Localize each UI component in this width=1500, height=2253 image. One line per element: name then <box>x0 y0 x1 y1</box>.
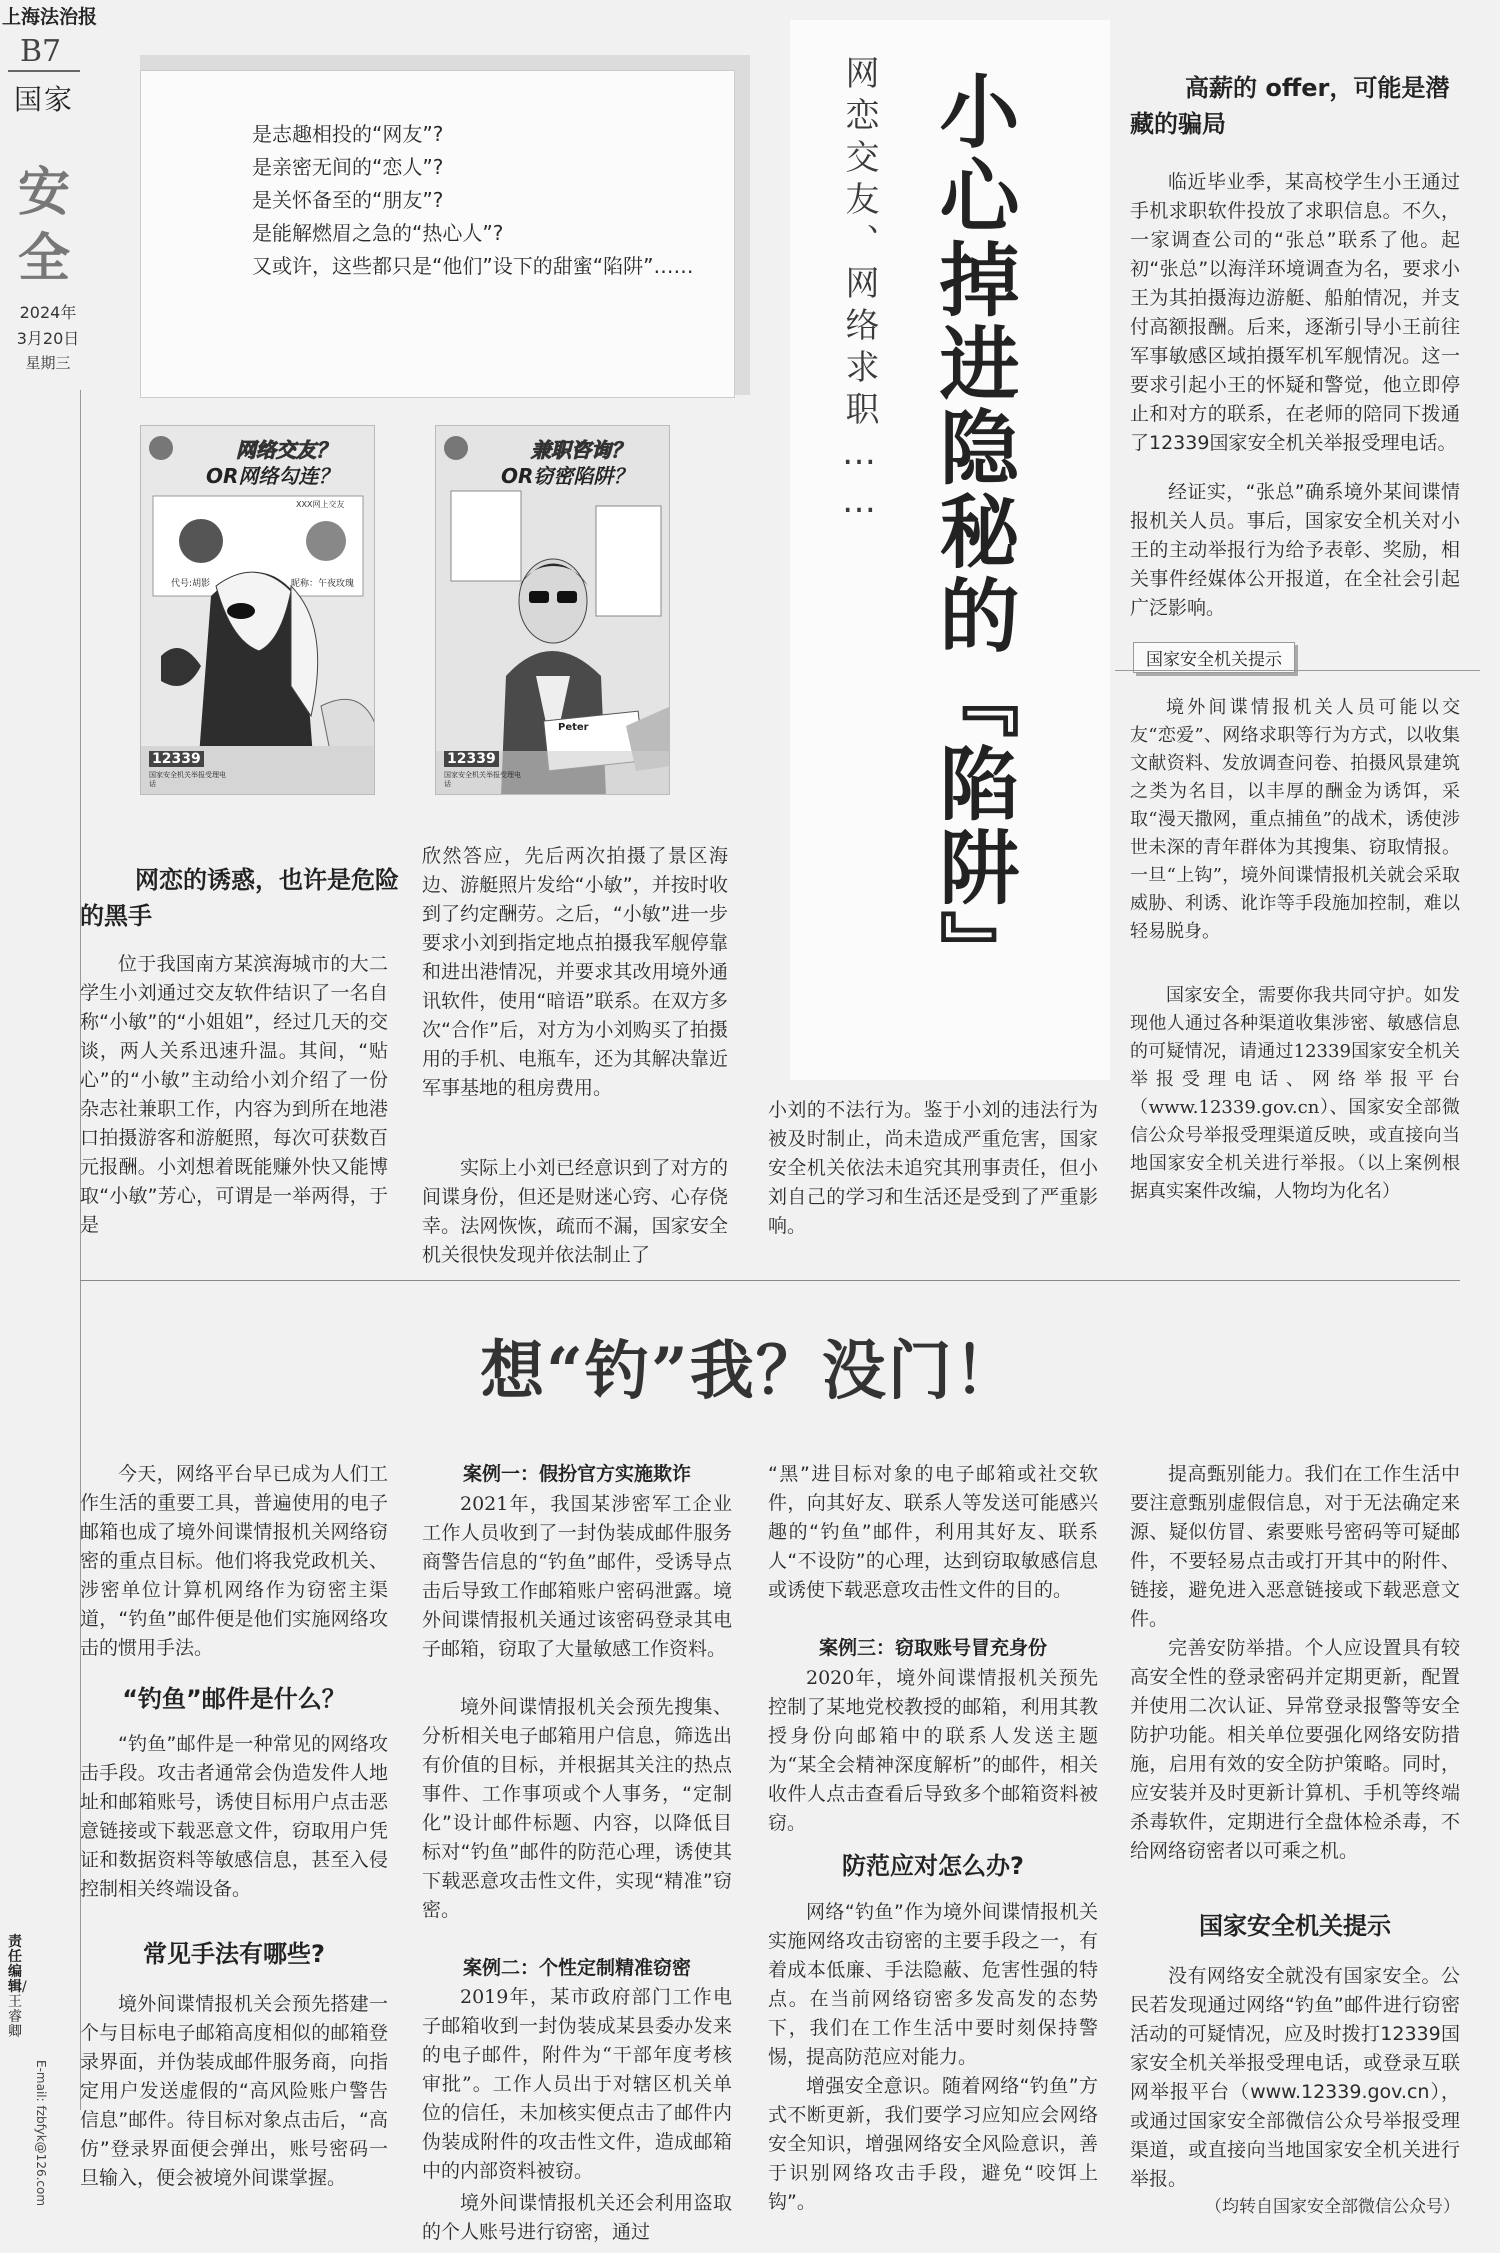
masthead <box>0 0 98 380</box>
issue-year: 2024年 <box>19 303 77 322</box>
intro-line-2: 是亲密无间的“恋人”? <box>252 155 444 179</box>
headline-main: 小心掉进隐秘的『陷阱』 <box>926 70 1020 994</box>
article2-c3-p3: 网络“钓鱼”作为境外间谍情报机关实施网络攻击窃密的主要手段之一，有着成本低廉、手法隐蔽、危害性强的特点。在当前网络窃密多发高发的态势下，我们在工作生活中要时刻保持警惕，提高防范应对能力。 <box>768 1901 1098 2068</box>
poster-1-hotline-text: 国家安全机关举报受理电话 <box>149 771 226 788</box>
article2-c4-p2: 完善安防举措。个人应设置具有较高安全性的登录密码并定期更新，配置并使用二次认证、异常登录报警等安全防护功能。相关单位要强化网络安防措施，启用有效的安全防护策略。同时，应安装并及时更新计算机、手机等终端杀毒软件，定期进行全盘体检杀毒，不给网络窃密者以可乘之机。 <box>1130 1637 1460 1862</box>
poster-1-name-2: 昵称：午夜玫瑰 <box>291 579 355 589</box>
editor-name: /王睿卿 <box>8 1979 27 2040</box>
tip1-p1: 境外间谍情报机关人员可能以交友“恋爱”、网络求职等行为方式，以收集文献资料、发放调查问卷、拍摄风景建筑之类为名目，以丰厚的酬金为诱饵，采取“漫天撒网，重点捕鱼”的战术，诱使涉世未深的青年群体为其搜集、窃取情报。一旦“上钩”，境外间谍情报机关就会采取威胁、利诱、讹诈等手段施加控制，难以轻易脱身。 <box>1130 697 1460 942</box>
story1-heading: 网恋的诱惑，也许是危险的黑手 <box>80 866 399 930</box>
section-name-1: 国家 <box>14 83 75 116</box>
article2-c3-p4: 增强安全意识。随着网络“钓鱼”方式不断更新，我们要学习应知应会网络安全知识，增强网络安全风险意识，善于识别网络攻击手段，避免“咬饵上钩”。 <box>768 2075 1098 2213</box>
story1-col3: 小刘的不法行为。鉴于小刘的违法行为被及时制止，尚未造成严重危害，国家安全机关依法未追究其刑事责任，但小刘自己的学习和生活还是受到了严重影响。 <box>768 1099 1098 1237</box>
story2-heading: 高薪的 offer，可能是潜藏的骗局 <box>1130 74 1450 138</box>
intro-line-5: 又或许，这些都只是“他们”设下的甜蜜“陷阱”…… <box>252 254 694 278</box>
poster-1-card-title: XXX网上交友 <box>296 500 345 509</box>
story1-col1: 位于我国南方某滨海城市的大二学生小刘通过交友软件结识了一名自称“小敏”的“小姐姐”，经过几天的交谈，两人关系迅速升温。其间，“贴心”的“小敏”主动给小刘介绍了一份杂志社兼职工作，内容为到所在地港口拍摄游客和游艇照，每次可获数百元报酬。小刘想着既能赚外快又能博取“小敏”芳心，可谓是一举两得，于是 <box>80 953 388 1236</box>
intro-line-3: 是关怀备至的“朋友”? <box>252 188 444 212</box>
article2-c1-heading-1: “钓鱼”邮件是什么？ <box>122 1685 346 1713</box>
article2-case-3: 案例三：窃取账号冒充身份 <box>818 1637 1047 1659</box>
story1-col2b: 实际上小刘已经意识到了对方的间谍身份，但还是财迷心窍、心存侥幸。法网恢恢，疏而不漏，国家安全机关很快发现并依法制止了 <box>422 1157 728 1266</box>
article2-c4-p1: 提高甄别能力。我们在工作生活中要注意甄别虚假信息，对于无法确定来源、疑似仿冒、索要账号密码等可疑邮件，不要轻易点击或打开其中的附件、链接，避免进入恶意链接或下载恶意文件。 <box>1130 1463 1460 1630</box>
tip1-p2: 国家安全，需要你我共同守护。如发现他人通过各种渠道收集涉密、敏感信息的可疑情况，请通过12339国家安全机关举报受理电话、网络举报平台（www.12339.gov.cn）、国家安全部微信公众号举报受理渠道反映，或直接向当地国家安全机关进行举报。（以上案例根据真实案件改编，人物均为化名） <box>1130 985 1460 1202</box>
article2-c2-p3: 2019年，某市政府部门工作电子邮箱收到一封伪装成某县委办发来的电子邮件，附件为“干部年度考核审批”。工作人员出于对辖区机关单位的信任，未加核实便点击了邮件内伪装成附件的攻击性文件，造成邮箱中的内部资料被窃。 <box>422 1986 732 2182</box>
headline-2: 想“钓”我？没门！ <box>480 1334 1020 1409</box>
article2-c2-p4: 境外间谍情报机关还会利用盗取的个人账号进行窃密，通过 <box>422 2192 732 2243</box>
poster-2-title-2: OR窃密陷阱？ <box>501 464 634 488</box>
editor-label: 责任编辑 <box>8 1934 22 1995</box>
page-number: B7 <box>20 34 62 69</box>
section-name-2: 安全 <box>17 162 70 289</box>
article2-c1-p2: “钓鱼”邮件是一种常见的网络攻击手段。攻击者通常会伪造发件人地址和邮箱账号，诱使目标用户点击恶意链接或下载恶意文件，窃取用户凭证和数据资料等敏感信息，甚至入侵控制相关终端设备。 <box>80 1733 388 1900</box>
poster-1-name-1: 代号:胡影 <box>171 579 211 589</box>
tip1-label: 国家安全机关提示 <box>1133 642 1295 673</box>
issue-weekday: 星期三 <box>25 354 71 372</box>
article2-c3-p1: “黑”进目标对象的电子邮箱或社交软件，向其好友、联系人等发送可能感兴趣的“钓鱼”邮件，利用其好友、联系人“不设防”的心理，达到窃取敏感信息或诱使下载恶意攻击性文件的目的。 <box>768 1463 1098 1601</box>
section-divider <box>80 1280 1460 1281</box>
intro-line-4: 是能解燃眉之急的“热心人”? <box>252 221 504 245</box>
paper-name: 上海法治报 <box>2 6 98 28</box>
article2-c1-heading-2: 常见手法有哪些? <box>143 1940 325 1968</box>
poster-1-title-2: OR网络勾连？ <box>206 464 339 488</box>
poster-1-title-1: 网络交友？ <box>236 438 336 462</box>
poster-2-card-name: Peter <box>558 722 589 733</box>
article2-c1-p3: 境外间谍情报机关会预先搭建一个与目标电子邮箱高度相似的邮箱登录界面，并伪装成邮件服务商，向指定用户发送虚假的“高风险账户警告信息”邮件。待目标对象点击后，“高仿”登录界面便会弹出，账号密码一旦输入，便会被境外间谍掌握。 <box>80 1993 388 2189</box>
story2-p1: 临近毕业季，某高校学生小王通过手机求职软件投放了求职信息。不久，一家调查公司的“张总”联系了他。起初“张总”以海洋环境调查为名，要求小王为其拍摄海边游艇、船舶情况，并支付高额报酬。后来，逐渐引导小王前往军事敏感区域拍摄军机军舰情况。这一要求引起小王的怀疑和警觉，他立即停止和对方的联系，在老师的陪同下拨通了12339国家安全机关举报受理电话。 <box>1130 171 1460 454</box>
article2-c4-p3: 没有网络安全就没有国家安全。公民若发现通过网络“钓鱼”邮件进行窃密活动的可疑情况，应及时拨打12339国家安全机关举报受理电话，或登录互联网举报平台（www.12339.gov.cn），或通过国家安全部微信公众号举报受理渠道，或直接向当地国家安全机关进行举报。 <box>1130 1965 1460 2190</box>
article2-c4-heading-1: 国家安全机关提示 <box>1199 1912 1391 1940</box>
article2-c3-p2: 2020年，境外间谍情报机关预先控制了某地党校教授的邮箱，利用其教授身份向邮箱中的联系人发送主题为“某全会精神深度解析”的邮件，相关收件人点击查看后导致多个邮箱资料被窃。 <box>768 1667 1098 1834</box>
article2-c3-heading-1: 防范应对怎么办? <box>842 1852 1024 1880</box>
story1-col2: 欣然答应，先后两次拍摄了景区海边、游艇照片发给“小敏”，并按时收到了约定酬劳。之后，“小敏”进一步要求小刘到指定地点拍摄我军舰停靠和进出港情况，并要求其改用境外通讯软件，使用“暗语”联系。在双方多次“合作”后，对方为小刘购买了拍摄用的手机、电瓶车，还为其解决靠近军事基地的租房费用。 <box>422 845 728 1099</box>
poster-1-hotline: 12339 <box>149 751 204 767</box>
editor-email: E-mail: fzbfyk@126.com <box>34 2060 48 2207</box>
editor-credit <box>8 1935 28 2040</box>
issue-date: 3月20日 <box>16 329 80 348</box>
intro-text <box>200 118 700 283</box>
story2-p2: 经证实，“张总”确系境外某间谍情报机关人员。事后，国家安全机关对小王的主动举报行为给予表彰、奖励，相关事件经媒体公开报道，在全社会引起广泛影响。 <box>1130 481 1460 619</box>
article2-source: （均转自国家安全部微信公众号） <box>1205 2197 1460 2217</box>
headline-kicker: 网恋交友、网络求职…… <box>839 55 879 529</box>
poster-online-dating <box>140 425 375 795</box>
article2-case-2: 案例二：个性定制精准窃密 <box>462 1957 691 1979</box>
article2-c1-p1: 今天，网络平台早已成为人们工作生活的重要工具，普遍使用的电子邮箱也成了境外间谍情报机关网络窃密的重点目标。他们将我党政机关、涉密单位计算机网络作为窃密主渠道，“钓鱼”邮件便是他们实施网络攻击的惯用手法。 <box>80 1463 388 1659</box>
poster-2-title-1: 兼职咨询？ <box>531 438 631 462</box>
article2-case-1: 案例一：假扮官方实施欺诈 <box>462 1463 691 1485</box>
poster-2-hotline-text: 国家安全机关举报受理电话 <box>444 771 521 788</box>
article2-c2-p2: 境外间谍情报机关会预先搜集、分析相关电子邮箱用户信息，筛选出有价值的目标，并根据其关注的热点事件、工作事项或个人事务，“定制化”设计邮件标题、内容，以降低目标对“钓鱼”邮件的防范心理，诱使其下载恶意攻击性文件，实现“精准”窃密。 <box>422 1696 732 1921</box>
poster-2-hotline: 12339 <box>444 751 499 767</box>
article2-c2-p1: 2021年，我国某涉密军工企业工作人员收到了一封伪装成邮件服务商警告信息的“钓鱼”邮件，受诱导点击后导致工作邮箱账户密码泄露。境外间谍情报机关通过该密码登录其电子邮箱，窃取了大量敏感工作资料。 <box>422 1493 732 1660</box>
intro-line-1: 是志趣相投的“网友”? <box>252 122 444 146</box>
poster-part-time-job <box>435 425 670 795</box>
